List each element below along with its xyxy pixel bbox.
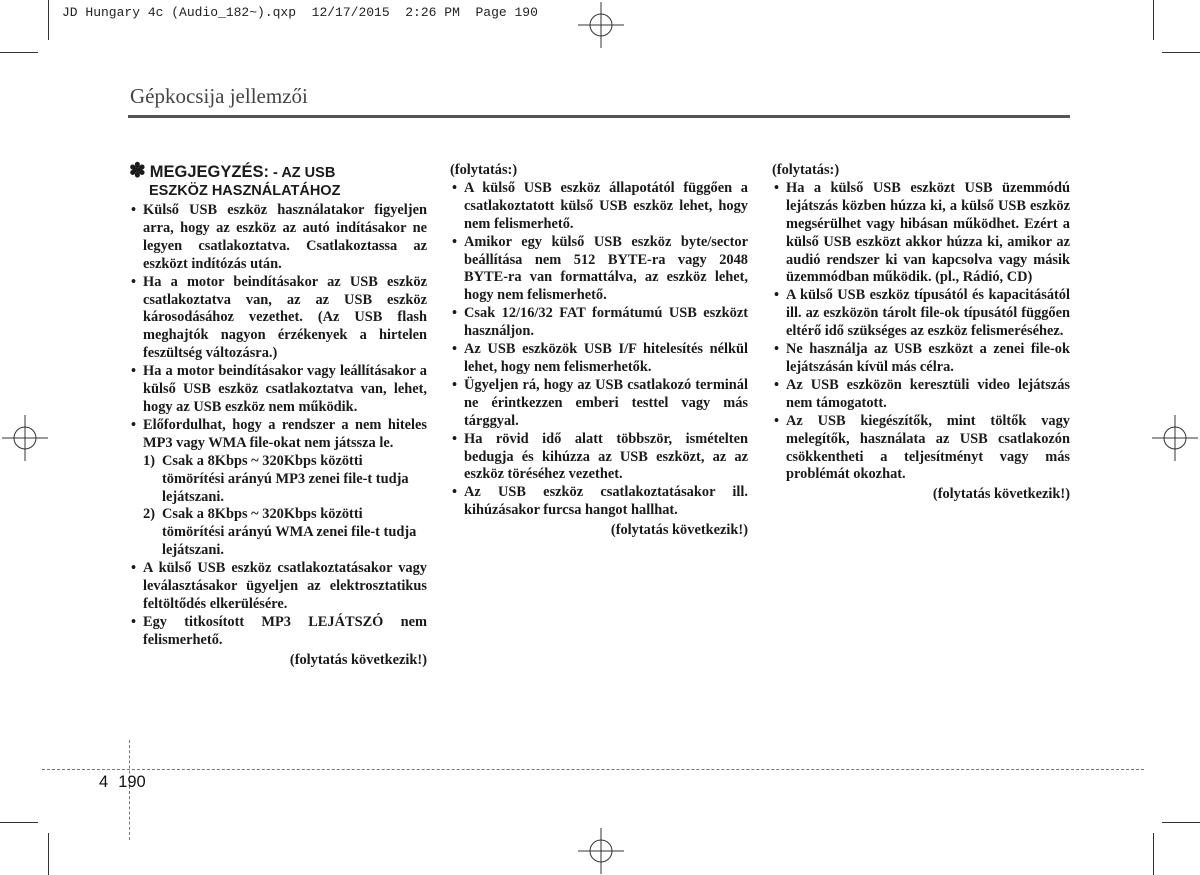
crop-mark-top-left-v	[48, 0, 49, 40]
column-2	[450, 162, 748, 540]
crop-mark-top-right	[1162, 52, 1200, 53]
list-item: • Ha a külső USB eszközt USB üzemmódú lejátszás közben húzza ki, a külső USB eszköz megsérülhet vagy hibásan működhet. Ezért a külső USB eszközt akkor húzza ki, amikor az audió rendszer ki van kapcsolva vagy másik üzemmódban működik. (pl., Rádió, CD)	[772, 180, 1070, 287]
numbered-item	[129, 506, 427, 560]
registration-mark-bottom	[578, 828, 624, 874]
continuation-label: (folytatás:)	[772, 162, 840, 178]
list-item: • Külső USB eszköz használatakor figyeljen arra, hogy az eszköz az autó indításakor ne legyen csatlakoztatva. Csatlakoztassa az eszközt indítózás után.	[129, 202, 427, 274]
list-item: • Előfordulhat, hogy a rendszer a nem hiteles MP3 vagy WMA file-okat nem játssza le.	[129, 417, 427, 453]
continued-note: (folytatás következik!)	[932, 486, 1070, 503]
list-item: • A külső USB eszköz állapotától függően a csatlakoztatott külső USB eszköz lehet, hogy nem felismerhető.	[450, 180, 748, 234]
asterisk-icon: ✽	[129, 160, 146, 182]
print-header: JD Hungary 4c (Audio_182~).qxp 12/17/2015 2:26 PM Page 190	[62, 5, 538, 20]
note-subtitle-part2: ESZKÖZ HASZNÁLATÁHOZ	[149, 183, 341, 199]
crop-mark-bottom-left-v	[48, 833, 49, 875]
list-item: • Csak 12/16/32 FAT formátumú USB eszközt használjon.	[450, 305, 748, 341]
continuation-label: (folytatás:)	[450, 162, 518, 178]
page-number	[99, 773, 146, 792]
note-subtitle-part1: - AZ USB	[268, 165, 336, 181]
bullet-list	[129, 560, 427, 650]
list-item: • Ha a motor beindításakor az USB eszköz csatlakoztatva van, az az USB eszköz károsodásához vezethet. (Az USB flash meghajtók nagyon érzékenyek a hirtelen feszültség változásra.)	[129, 274, 427, 364]
bullet-list	[450, 180, 748, 520]
section-title: Gépkocsija jellemzői	[130, 84, 308, 108]
column-1	[129, 162, 427, 670]
item-number: 1)	[143, 452, 155, 469]
item-text: Csak a 8Kbps ~ 320Kbps közötti tömörítési arányú MP3 zenei file-t tudja lejátszani.	[162, 452, 409, 505]
list-item: • Amikor egy külső USB eszköz byte/sector beállítása nem 512 BYTE-ra vagy 2048 BYTE-ra van formattálva, az eszköz lehet, hogy nem felismerhető.	[450, 234, 748, 306]
registration-mark-top	[578, 2, 624, 48]
list-item: • Az USB eszköz csatlakoztatásakor ill. kihúzásakor furcsa hangot hallhat.	[450, 484, 748, 520]
column-3	[772, 162, 1070, 504]
list-item: • A külső USB eszköz típusától és kapacitásától ill. az eszközön tárolt file-ok típusától függően eltérő idő szükséges az eszköz felismeréséhez.	[772, 287, 1070, 341]
crop-mark-top-right-v	[1153, 0, 1154, 40]
item-text: Csak a 8Kbps ~ 320Kbps közötti tömörítési arányú WMA zenei file-t tudja lejátszani.	[162, 506, 417, 559]
registration-mark-right	[1152, 415, 1198, 461]
note-heading	[129, 162, 427, 200]
bullet-list	[129, 202, 427, 453]
page-number-value: 190	[118, 773, 146, 791]
registration-mark-left	[2, 415, 48, 461]
item-number: 2)	[143, 506, 155, 523]
bullet-list	[772, 180, 1070, 484]
continued-note: (folytatás következik!)	[289, 651, 427, 668]
list-item: • Az USB eszközön keresztüli video lejátszás nem támogatott.	[772, 377, 1070, 413]
chapter-number: 4	[99, 773, 109, 791]
list-item: • Ne használja az USB eszközt a zenei file-ok lejátszásán kívül más célra.	[772, 341, 1070, 377]
continued-note: (folytatás következik!)	[610, 522, 748, 539]
note-title: MEGJEGYZÉS:	[149, 163, 269, 181]
crop-mark-bottom-left	[0, 822, 38, 823]
list-item: • Az USB kiegészítők, mint töltők vagy melegítők, használata az USB csatlakozón csökkentheti a teljesítményt vagy más problémát okozhat.	[772, 413, 1070, 485]
title-rule	[128, 115, 1070, 118]
crop-mark-bottom-right-v	[1153, 833, 1154, 875]
numbered-item	[129, 453, 427, 507]
list-item: • Ügyeljen rá, hogy az USB csatlakozó terminál ne érintkezzen emberi testtel vagy más tárggyal.	[450, 377, 748, 431]
list-item: • A külső USB eszköz csatlakoztatásakor vagy leválasztásakor ügyeljen az elektrosztatikus feltöltődés elkerülésére.	[129, 560, 427, 614]
list-item: • Az USB eszközök USB I/F hitelesítés nélkül lehet, hogy nem felismerhetők.	[450, 341, 748, 377]
list-item: • Egy titkosított MP3 LEJÁTSZÓ nem felismerhető.	[129, 614, 427, 650]
crop-mark-bottom-right	[1162, 822, 1200, 823]
crop-mark-top-left	[0, 52, 38, 53]
list-item: • Ha a motor beindításakor vagy leállításakor a külső USB eszköz csatlakoztatva van, lehet, hogy az USB eszköz nem működik.	[129, 363, 427, 417]
footer-rule	[42, 769, 1144, 770]
numbered-list	[129, 453, 427, 560]
list-item: • Ha rövid idő alatt többször, ismételten bedugja és kihúzza az USB eszközt, az az eszköz töréséhez vezethet.	[450, 431, 748, 485]
